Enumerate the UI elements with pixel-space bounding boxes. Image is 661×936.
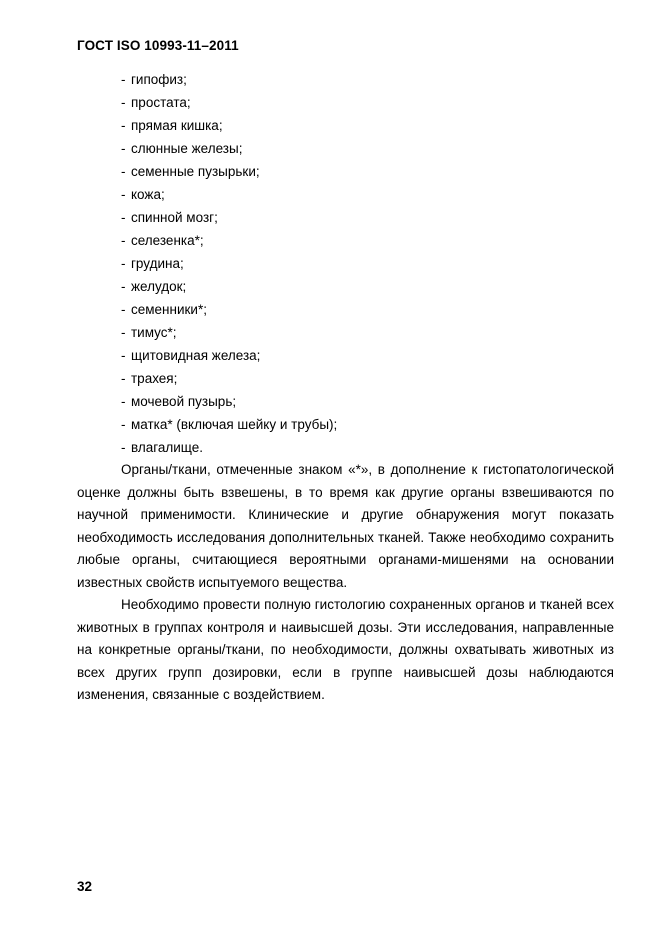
document-header: ГОСТ ISO 10993-11–2011 [77,38,239,53]
list-item: - желудок; [121,279,187,294]
list-item: - селезенка*; [121,233,204,248]
page-number: 32 [77,879,93,894]
list-item: - слюнные железы; [121,141,243,156]
paragraph-weighing: Органы/ткани, отмеченные знаком «*», в дополнение к гистопатологической оценке должны быть взвешены, в то время как другие органы взвешиваются по научной применимости. Клинические и другие обнаружения могут показать необходимость исследования дополнительных тканей. Также необходимо сохранить любые органы, считающиеся вероятными органами-мишенями на основании известных свойств испытуемого вещества. [77,462,614,590]
list-item: - матка* (включая шейку и трубы); [121,417,338,432]
list-item: - семенные пузырьки; [121,164,260,179]
list-item: - семенники*; [121,302,207,317]
list-item: - влагалище. [121,440,204,455]
organ-list [121,68,337,459]
list-item: - кожа; [121,187,165,202]
list-item: - спинной мозг; [121,210,218,225]
list-item: - грудина; [121,256,184,271]
list-item: - щитовидная железа; [121,348,261,363]
body-text [77,459,614,707]
list-item: - трахея; [121,371,178,386]
list-item: - гипофиз; [121,72,187,87]
list-item: - мочевой пузырь; [121,394,237,409]
list-item: - простата; [121,95,191,110]
list-item: - тимус*; [121,325,177,340]
list-item: - прямая кишка; [121,118,223,133]
paragraph-histology: Необходимо провести полную гистологию сохраненных органов и тканей всех животных в группах контроля и наивысшей дозы. Эти исследования, направленные на конкретные органы/ткани, по необходимости, должны охватывать животных из всех других групп дозировки, если в группе наивысшей дозы наблюдаются изменения, связанные с воздействием. [77,597,614,702]
